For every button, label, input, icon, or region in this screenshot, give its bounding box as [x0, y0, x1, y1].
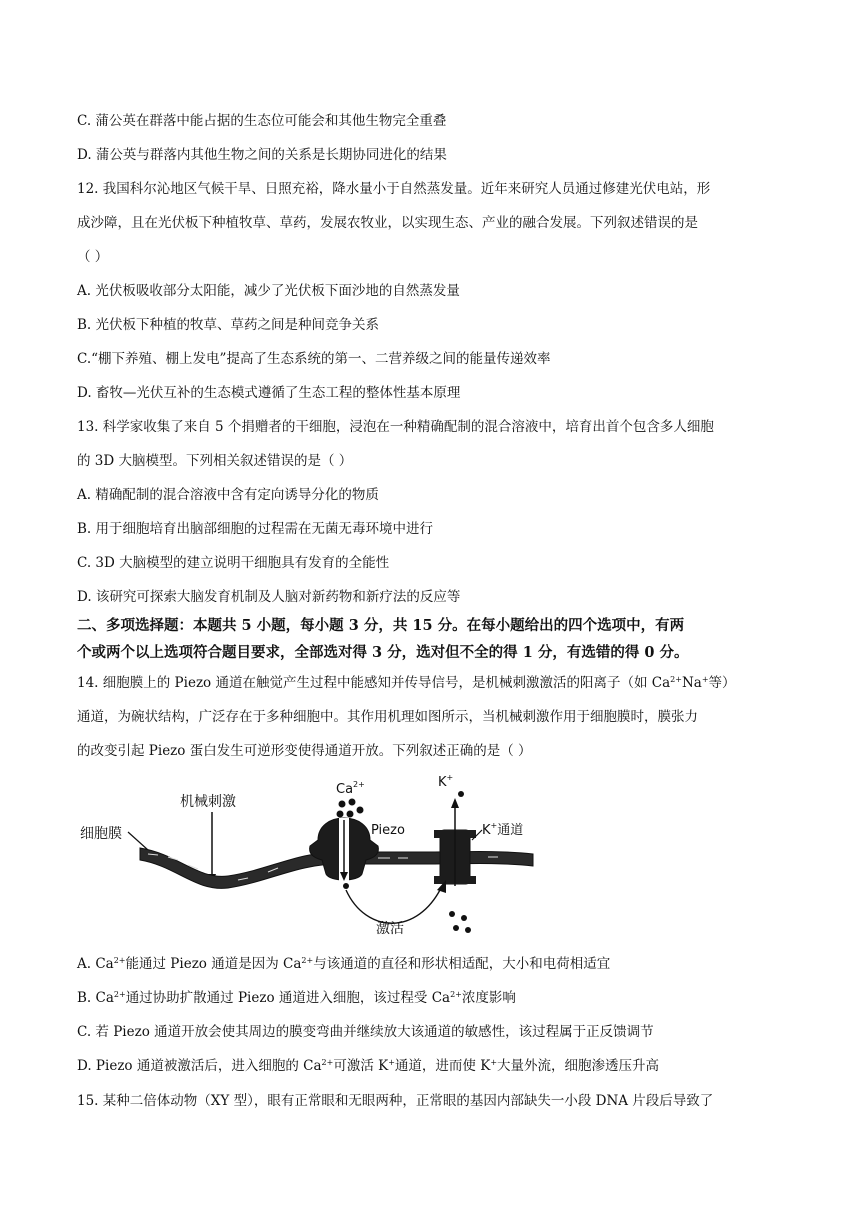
- line-option-d-11: D. 蒲公英与群落内其他生物之间的关系是长期协同进化的结果: [77, 147, 447, 163]
- q14d-text-4: 大量外流，细胞渗透压升高: [497, 1058, 660, 1074]
- q13-option-a: A. 精确配制的混合溶液中含有定向诱导分化的物质: [77, 487, 379, 503]
- ca-superscript: 2+: [321, 1058, 334, 1067]
- q14-stem-3: 的改变引起 Piezo 蛋白发生可逆形变使得通道开放。下列叙述正确的是（ ）: [77, 743, 532, 759]
- q12-stem-1: 12. 我国科尔沁地区气候干旱、日照充裕，降水量小于自然蒸发量。近年来研究人员通过修建光伏电站，形: [77, 181, 711, 197]
- q14-text-na: Na: [681, 675, 702, 691]
- ca-ion: [357, 807, 364, 814]
- q14b-text-1: B. Ca: [77, 990, 114, 1006]
- q12-stem-3: （ ）: [77, 249, 109, 265]
- k-ion: [449, 911, 455, 917]
- q12-option-a: A. 光伏板吸收部分太阳能，减少了光伏板下面沙地的自然蒸发量: [77, 283, 460, 299]
- label-activate: 激活: [376, 921, 404, 937]
- q14-stem-2: 通道，为碗状结构，广泛存在于多种细胞中。其作用机理如图所示，当机械刺激作用于细胞膜时，膜张力: [77, 709, 698, 725]
- k-ion: [453, 925, 459, 931]
- label-k-channel: [482, 821, 523, 838]
- q14a-text-1: A. Ca: [77, 956, 114, 972]
- label-ca: [336, 780, 365, 797]
- q14a-text-3: 与该通道的直径和形状相适配，大小和电荷相适宜: [313, 956, 611, 972]
- k-ion: [465, 927, 471, 933]
- q13-option-b: B. 用于细胞培育出脑部细胞的过程需在无菌无毒环境中进行: [77, 521, 434, 537]
- k-ion: [458, 791, 464, 797]
- q15-stem-1: 15. 某种二倍体动物（XY 型），眼有正常眼和无眼两种，正常眼的基因内部缺失一小段 DNA 片段后导致了: [77, 1093, 714, 1109]
- ca-superscript: 2+: [113, 956, 126, 965]
- q12-option-d: D. 畜牧—光伏互补的生态模式遵循了生态工程的整体性基本原理: [77, 385, 461, 401]
- q14-stem-1: [77, 673, 736, 693]
- q14-text-tail: 等）: [708, 675, 736, 691]
- q14d-text-1: D. Piezo 通道被激活后，进入细胞的 Ca: [77, 1058, 322, 1074]
- ca-superscript: 2+: [301, 956, 314, 965]
- ca-superscript: 2+: [450, 990, 462, 999]
- label-k-channel-base: K: [482, 823, 491, 838]
- q12-stem-2: 成沙障，且在光伏板下种植牧草、草药，发展农牧业，以实现生态、产业的融合发展。下列叙述错误的是: [77, 215, 698, 231]
- q14b-text-2: 通过协助扩散通过 Piezo 通道进入细胞，该过程受 Ca: [125, 990, 451, 1006]
- q12-option-b: B. 光伏板下种植的牧草、草药之间是种间竞争关系: [77, 317, 380, 333]
- q13-option-c: C. 3D 大脑模型的建立说明干细胞具有发育的全能性: [77, 555, 390, 571]
- label-mechanical-stimulus: 机械刺激: [180, 794, 236, 810]
- label-ca-sup: 2+: [353, 780, 365, 789]
- label-k: [438, 773, 453, 790]
- label-ca-base: Ca: [336, 782, 354, 797]
- ca-ion: [343, 883, 349, 889]
- ca-ion: [347, 811, 354, 818]
- label-k-channel-tail: 通道: [497, 823, 524, 838]
- q14-option-a: [77, 954, 610, 974]
- k-superscript: +: [490, 1058, 498, 1067]
- ca-superscript: 2+: [670, 675, 682, 684]
- ca-ion: [349, 799, 356, 806]
- k-efflux-arrowhead: [451, 798, 459, 808]
- q13-option-d: D. 该研究可探索大脑发育机制及人脑对新药物和新疗法的反应等: [77, 589, 461, 605]
- label-k-sup: +: [446, 773, 454, 782]
- q14d-text-3: 通道，进而使 K: [394, 1058, 491, 1074]
- q12-option-c: C.“棚下养殖、棚上发电”提高了生态系统的第一、二营养级之间的能量传递效率: [77, 351, 551, 367]
- ca-superscript: 2+: [113, 990, 126, 999]
- ca-ion: [339, 801, 346, 808]
- q14-text-a: 14. 细胞膜上的 Piezo 通道在触觉产生过程中能感知并传导信号，是机械刺激激活的阳离子（如 Ca: [77, 675, 671, 691]
- na-superscript: +: [701, 675, 709, 684]
- q13-stem-1: 13. 科学家收集了来自 5 个捐赠者的干细胞，浸泡在一种精确配制的混合溶液中，培育出首个包含多人细胞: [77, 419, 714, 435]
- ca-ion: [337, 811, 344, 818]
- label-piezo: Piezo: [371, 823, 405, 838]
- line-option-c-11: C. 蒲公英在群落中能占据的生态位可能会和其他生物完全重叠: [77, 113, 447, 129]
- section-2-heading-1: 二、多项选择题：本题共 5 小题，每小题 3 分，共 15 分。在每小题给出的四个选项中，有两: [77, 617, 685, 634]
- q14d-text-2: 可激活 K: [333, 1058, 389, 1074]
- q14-option-c: C. 若 Piezo 通道开放会使其周边的膜变弯曲并继续放大该通道的敏感性，该过程属于正反馈调节: [77, 1024, 654, 1040]
- label-k-channel-sup: +: [490, 821, 498, 830]
- q14b-text-3: 浓度影响: [461, 990, 516, 1006]
- q14-option-d: [77, 1056, 659, 1076]
- q14-option-b: [77, 988, 516, 1008]
- q14a-text-2: 能通过 Piezo 通道是因为 Ca: [125, 956, 302, 972]
- piezo-channel-figure: [78, 768, 548, 938]
- activation-arrow: [346, 886, 442, 923]
- k-ion: [461, 915, 467, 921]
- membrane-pointer: [128, 832, 148, 850]
- label-cell-membrane: 细胞膜: [80, 826, 122, 842]
- section-2-heading-2: 个或两个以上选项符合题目要求，全部选对得 3 分，选对但不全的得 1 分，有选错的得 0 分。: [77, 644, 689, 661]
- q13-stem-2: 的 3D 大脑模型。下列相关叙述错误的是（ ）: [77, 453, 353, 469]
- k-superscript: +: [388, 1058, 395, 1067]
- label-k-base: K: [438, 775, 447, 790]
